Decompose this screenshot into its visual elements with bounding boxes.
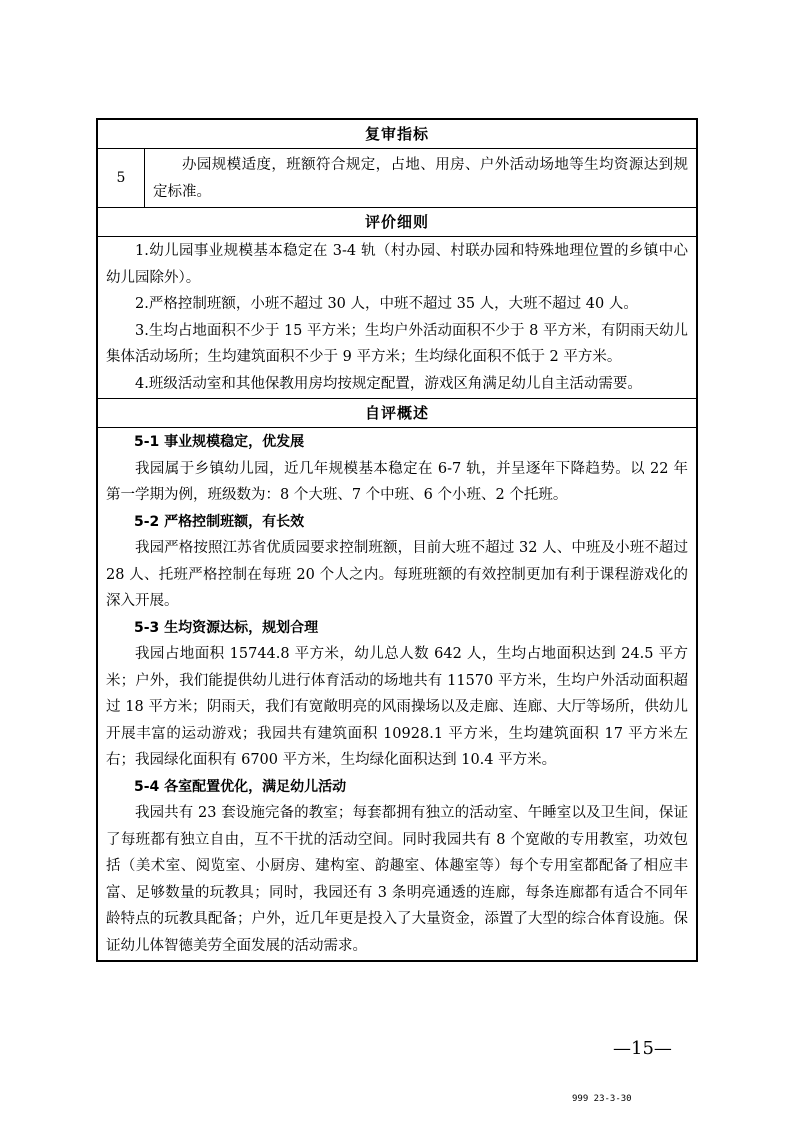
indicator-number: 5 <box>98 149 145 207</box>
indicator-text: 办园规模适度，班额符合规定，占地、用房、户外活动场地等生均资源达到规定标准。 <box>153 157 688 200</box>
criteria-item: 3.生均占地面积不少于 15 平方米；生均户外活动面积不少于 8 平方米，有阴雨天幼儿集体活动场所；生均建筑面积不少于 9 平方米；生均绿化面积不低于 2 平方米。 <box>106 322 688 365</box>
self-review-header: 自评概述 <box>98 398 696 427</box>
section-paragraph: 我园占地面积 15744.8 平方米，幼儿总人数 642 人，生均占地面积达到 24.5 平方米；户外，我们能提供幼儿进行体育活动的场地共有 11570 平方米，生均户外活动面积超过 18 平方米；阴雨天，我们有宽敞明亮的风雨操场以及走廊、连廊、大厅等场所，供幼儿开展丰富的运动游戏；我园共有建筑面积 10928.1 平方米，生均建筑面积 17 平方米左右；我园绿化面积有 6700 平方米，生均绿化面积达到 10.4 平方米。 <box>106 646 688 768</box>
indicator-row <box>98 148 696 207</box>
section-paragraph: 我园属于乡镇幼儿园，近几年规模基本稳定在 6-7 轨，并呈逐年下降趋势。以 22 年第一学期为例，班级数为：8 个大班、7 个中班、6 个小班、2 个托班。 <box>106 460 688 503</box>
criteria-item: 2.严格控制班额，小班不超过 30 人，中班不超过 35 人，大班不超过 40 人。 <box>135 296 638 312</box>
review-indicator-header: 复审指标 <box>364 125 429 143</box>
section-paragraph: 我园严格按照江苏省优质园要求控制班额，目前大班不超过 32 人、中班及小班不超过 28 人、托班严格控制在每班 20 个人之内。每班班额的有效控制更加有利于课程游戏化的深入开展。 <box>106 540 688 609</box>
self-review-body <box>98 427 696 960</box>
criteria-item: 1.幼儿园事业规模基本稳定在 3-4 轨（村办园、村联办园和特殊地理位置的乡镇中心幼儿园除外）。 <box>106 243 688 286</box>
section-heading: 5-1 事业规模稳定，优发展 <box>134 434 305 450</box>
evaluation-table <box>96 118 698 962</box>
section-heading: 5-4 各室配置优化，满足幼儿活动 <box>134 778 347 795</box>
criteria-body <box>98 236 696 398</box>
section-paragraph: 我园共有 23 套设施完备的教室；每套都拥有独立的活动室、午睡室以及卫生间，保证了每班都有独立自由，互不干扰的活动空间。同时我园共有 8 个宽敞的专用教室，功效包括（美术室、阅览室、小厨房、建构室、韵趣室、体趣室等）每个专用室都配备了相应丰富、足够数量的玩教具；同时，我园还有 3 条明亮通透的连廊，每条连廊都有适合不同年龄特点的玩教具配备；户外，近几年更是投入了大量资金，添置了大型的综合体育设施。保证幼儿体智德美劳全面发展的活动需求。 <box>106 805 688 954</box>
section-heading: 5-2 严格控制班额，有长效 <box>134 513 305 530</box>
criteria-header: 评价细则 <box>98 207 696 236</box>
indicator-text-cell <box>145 149 696 207</box>
section-heading: 5-3 生均资源达标，规划合理 <box>134 619 319 636</box>
page-number: —15— <box>613 1038 672 1059</box>
criteria-item: 4.班级活动室和其他保教用房均按规定配置，游戏区角满足幼儿自主活动需要。 <box>135 375 642 392</box>
print-stamp: 999 23-3-30 <box>572 1094 632 1104</box>
